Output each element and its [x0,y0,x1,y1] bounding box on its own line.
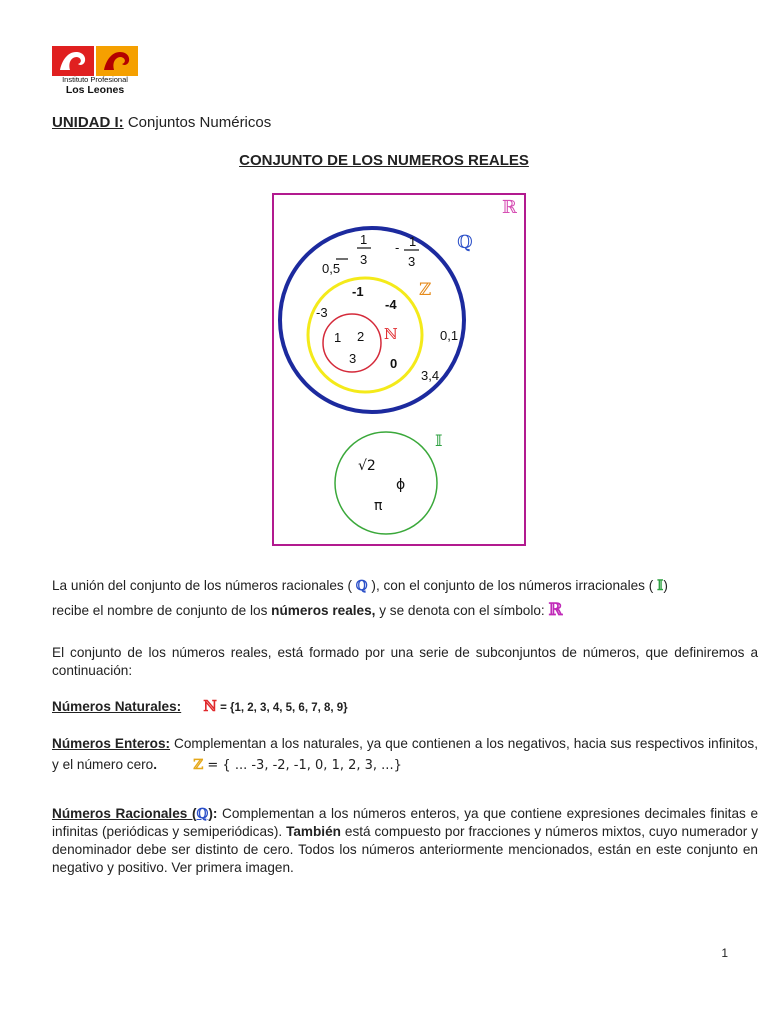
rational-symbol: ℚ [457,232,473,253]
unit-heading [52,114,271,131]
paragraph-real-union [52,577,758,595]
integer-circle [308,278,422,392]
integer-symbol-inline: ℤ [193,757,204,773]
paragraph-real-union-line-2 [52,601,758,620]
para1-text-3: ) [663,578,668,593]
irrational-symbol-inline: 𝕀 [657,578,664,594]
integer-minus-1: -1 [352,284,364,299]
integer-label: Números Enteros: [52,736,171,751]
logo-line-2: Los Leones [65,83,125,96]
rational-text-1: Complementan a los números enteros, ya que contiene expresiones decimales finitas e infinitas (periódicas y semiperiódicas). [52,806,759,839]
rational-circle [280,228,464,412]
rational-label-end: ): [208,806,218,821]
rational-label: Números Racionales ( [52,806,197,821]
integer-symbol: ℤ [419,280,432,300]
unit-title: Conjuntos Numéricos [123,114,272,131]
decimal-3-4: 3,4 [421,368,440,383]
decimal-0-5: 0,5 [322,261,341,276]
natural-3: 3 [349,351,357,366]
natural-1: 1 [334,330,342,345]
integer-minus-3: -3 [316,305,328,320]
rational-symbol-label: ℚ [196,806,209,822]
page-title: CONJUNTO DE LOS NUMEROS REALES [239,152,529,169]
pi: π [374,498,383,514]
rational-symbol-inline: ℚ [355,578,368,594]
logo-caption [52,76,138,95]
fraction-1-numerator: 1 [360,232,368,247]
rational-numbers-paragraph [52,805,758,877]
natural-set: = {1, 2, 3, 4, 5, 6, 7, 8, 9} [216,702,348,714]
para1-bold: números reales, [271,603,376,618]
irrational-circle [335,432,437,534]
logo-line-1: Instituto Profesional [62,75,128,84]
para1-text-4: recibe el nombre de conjunto de los [52,603,272,618]
fraction-2-denominator: 3 [408,254,416,269]
rational-bold: También [286,824,341,839]
integer-period: . [153,757,158,772]
integer-minus-4: -4 [385,297,397,312]
decimal-0-1: 0,1 [440,328,459,343]
natural-2: 2 [357,329,365,344]
sqrt-2: √2 [358,458,376,474]
fraction-2-numerator: 1 [409,234,417,249]
integer-set: = { ... -3, -2, -1, 0, 1, 2, 3, ...} [203,758,402,773]
para1-text-1: La unión del conjunto de los números racionales ( [52,578,356,593]
fraction-2-sign: - [395,240,400,255]
paragraph-subsets: El conjunto de los números reales, está formado por una serie de subconjuntos de números, que definiremos a continuación: [52,645,758,678]
real-symbol: ℝ [502,197,517,218]
integer-numbers-paragraph [52,733,758,776]
natural-label: Números Naturales: [52,699,182,714]
fraction-1-denominator: 3 [360,252,368,267]
irrational-symbol: 𝕀 [435,431,443,450]
para1-text-5: y se denota con el símbolo: [375,603,549,618]
natural-numbers-line [52,697,758,717]
phi: ϕ [396,477,406,493]
para1-text-2: ), con el conjunto de los números irracionales ( [367,578,658,593]
real-symbol-inline: ℝ [548,600,563,620]
natural-symbol-inline: ℕ [203,697,217,715]
integer-text: Complementan a los naturales, ya que contienen a los negativos, hacia sus respectivos infinitos, y el número cero [52,736,758,772]
real-numbers-diagram [272,193,526,546]
rational-text-2: está compuesto por fracciones y números mixtos, cuyo numerador y denominador debe ser distinto de cero. Todos los números anteriormente mencionados, están en este conjunto en negativo y positivo. Ver primera imagen. [52,824,759,875]
page-number: 1 [721,946,728,960]
unit-label: UNIDAD I: [52,114,124,131]
lion-logo-icon [52,46,138,76]
integer-zero: 0 [390,356,398,371]
natural-symbol: ℕ [384,325,398,343]
